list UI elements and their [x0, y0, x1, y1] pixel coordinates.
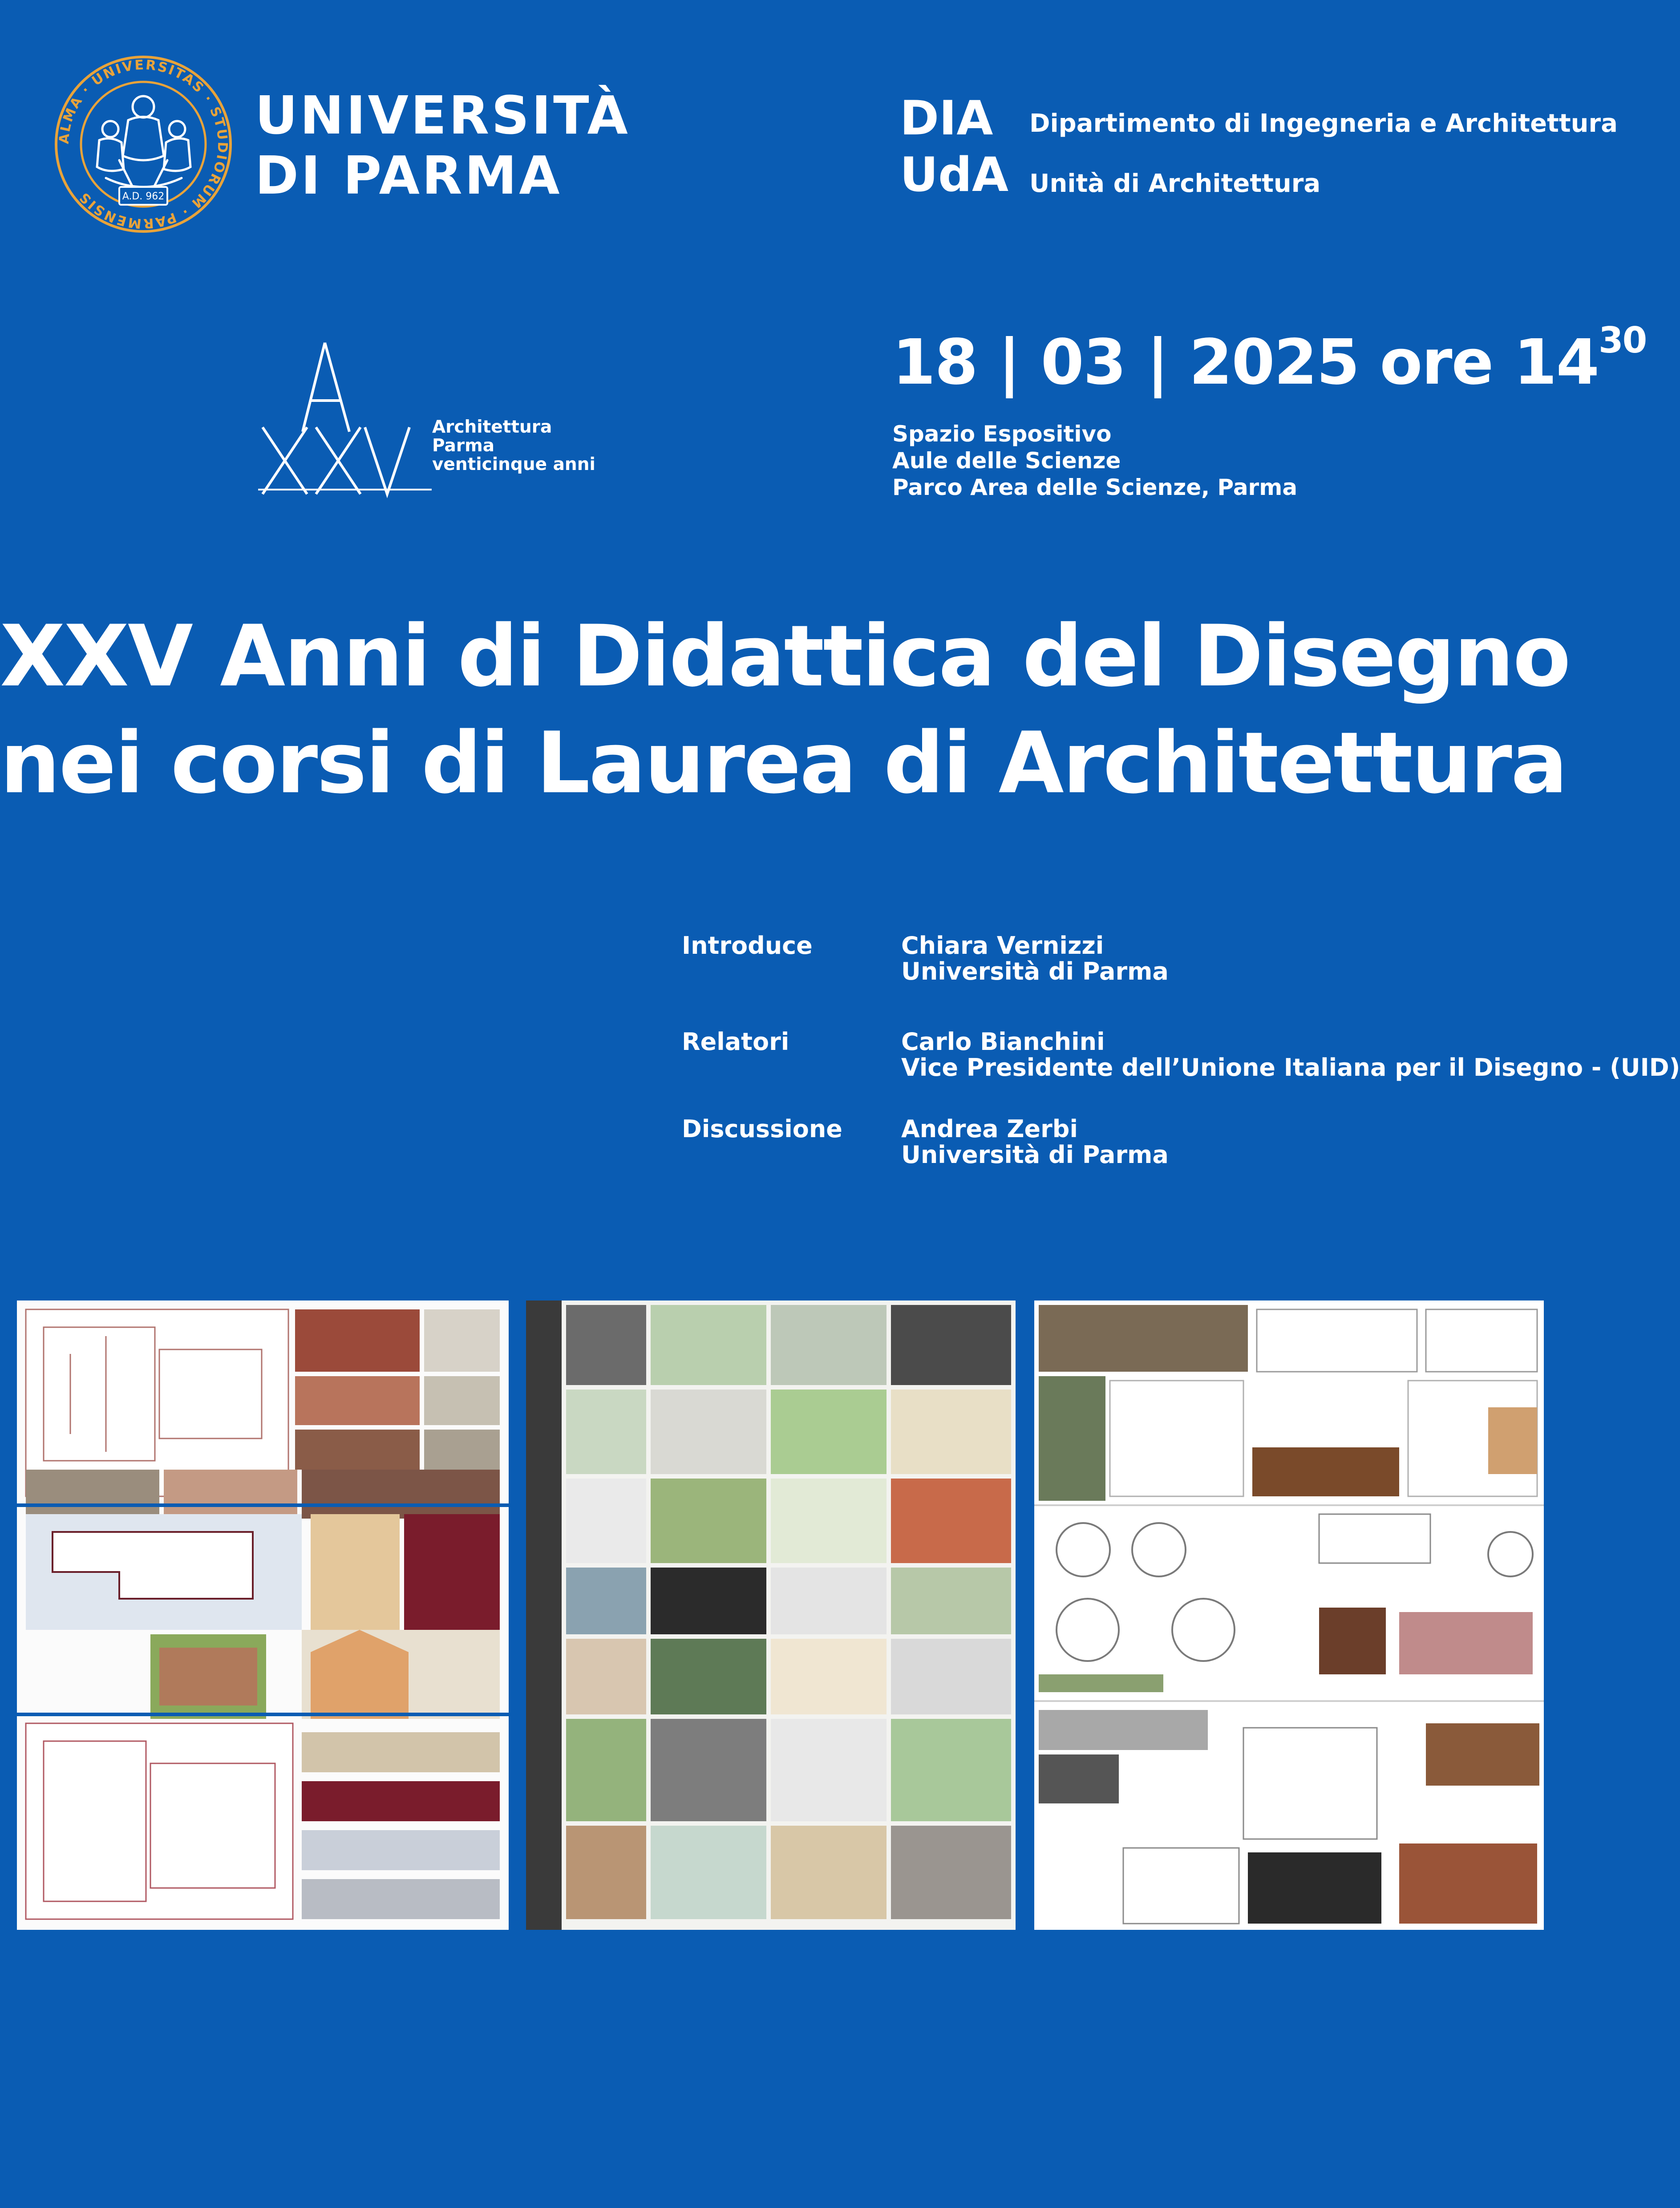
university-name-line2: DI PARMA — [255, 145, 562, 206]
xxv-logo-line3: venticinque anni — [432, 454, 595, 474]
department-code-dia: DIA — [900, 91, 993, 146]
program-name-introduce: Chiara Vernizzi — [901, 932, 1104, 960]
university-seal-icon — [53, 53, 234, 235]
venue-line2: Aule delle Scienze — [892, 448, 1121, 474]
program-name-discussione: Andrea Zerbi — [901, 1115, 1078, 1143]
university-name-line1: UNIVERSITÀ — [255, 85, 630, 146]
student-board-1-image — [17, 1300, 509, 1930]
department-code-uda: UdA — [900, 147, 1008, 202]
event-title-line1: XXV Anni di Didattica del Disegno — [0, 607, 1570, 705]
event-time-minutes: 30 — [1599, 320, 1647, 361]
xxv-logo-line2: Parma — [432, 436, 495, 456]
program-affiliation-introduce: Università di Parma — [901, 957, 1169, 985]
seal-date: A.D. 962 — [122, 191, 165, 202]
event-date: 18 | 03 | 2025 ore $14^{30}$ — [892, 320, 1647, 399]
program-affiliation-discussione: Università di Parma — [901, 1141, 1169, 1169]
student-board-3-image — [1034, 1300, 1544, 1930]
department-name-dia: Dipartimento di Ingegneria e Architettura — [1029, 109, 1618, 138]
venue-line3: Parco Area delle Scienze, Parma — [892, 474, 1298, 500]
venue-line1: Spazio Espositivo — [892, 421, 1112, 447]
department-name-uda: Unità di Architettura — [1029, 169, 1321, 198]
program-affiliation-relatori: Vice Presidente dell’Unione Italiana per il Disegno - (UID) — [901, 1053, 1680, 1082]
program-role-relatori: Relatori — [682, 1028, 789, 1056]
event-title-line2: nei corsi di Laurea di Architettura — [0, 714, 1567, 812]
xxv-logo-line1: Architettura — [432, 417, 552, 437]
program-role-introduce: Introduce — [682, 932, 813, 960]
program-name-relatori: Carlo Bianchini — [901, 1028, 1105, 1056]
student-board-2-image — [526, 1300, 1016, 1930]
xxv-anniversary-logo — [254, 338, 436, 498]
svg-text:ALMA · UNIVERSITAS · STUDIORUM: ALMA · UNIVERSITAS · STUDIORUM · PARMENSIS — [56, 57, 231, 231]
program-role-discussione: Discussione — [682, 1115, 842, 1143]
